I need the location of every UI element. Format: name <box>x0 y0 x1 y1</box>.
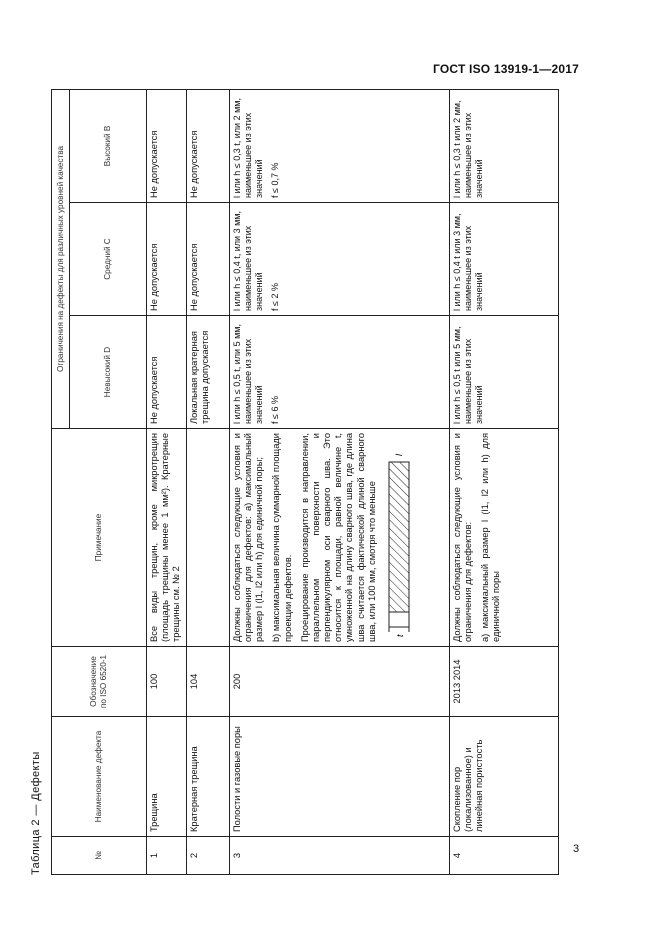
note-part-b: а) максимальный размер l (l1, l2 или h) для единичной поры <box>480 433 502 642</box>
col-header-level-c: Средний C <box>70 203 147 316</box>
col-header-note: Примечание <box>52 429 147 647</box>
limit-d: l или h ≤ 0,5 t или 5 мм, наименьшее из этих значений <box>450 316 559 429</box>
weld-section <box>389 462 409 612</box>
table-row <box>187 89 230 874</box>
col-header-name: Наименование дефекта <box>52 717 147 837</box>
limit-c <box>230 203 450 316</box>
weld-projection-figure <box>384 442 414 642</box>
limit-b: Не допускается <box>187 89 230 202</box>
table-row <box>450 89 559 874</box>
col-header-designation: Обозначение по ISO 6520-1 <box>52 647 147 717</box>
row-no: 3 <box>230 837 450 875</box>
row-no: 2 <box>187 837 230 875</box>
table-row <box>147 89 187 874</box>
limit-b-b: f ≤ 0,7 % <box>270 162 281 198</box>
row-name: Полости и газовые поры <box>230 717 450 837</box>
fig-label-t: t <box>394 634 405 637</box>
note-part-a: Должны соблюдаться следующие условия и ограничения для дефектов: а) максимальный размер l (l1, l2 или h) для единичной поры; <box>232 433 265 642</box>
limit-d: Не допускается <box>147 316 187 429</box>
row-code: 2013 2014 <box>450 647 559 717</box>
limit-c: Не допускается <box>187 203 230 316</box>
col-header-no: № <box>52 837 147 875</box>
note-part-b: b) максимальная величина суммарной площади проекции дефектов. <box>271 433 293 642</box>
limit-b <box>230 89 450 202</box>
row-no: 1 <box>147 837 187 875</box>
row-note: Все виды трещин, кроме микротрещин (площадь трещины менее 1 мм²). Кратерные трещины см. № 2 <box>147 429 187 647</box>
limit-b: Не допускается <box>147 89 187 202</box>
col-header-level-b: Высокий B <box>70 89 147 202</box>
limit-c: l или h ≤ 0,4 t или 3 мм, наименьшее из этих значений <box>450 203 559 316</box>
header-row-1 <box>52 89 70 874</box>
page-number: 3 <box>573 843 580 855</box>
limit-d <box>230 316 450 429</box>
limit-d: Локальная кратерная трещина допускается <box>187 316 230 429</box>
note-part-a: Должны соблюдаться следующие условия и ограничения для дефектов: <box>452 433 474 642</box>
row-code: 100 <box>147 647 187 717</box>
limit-d-a: l или h ≤ 0,5 t, или 5 мм, наименьшее из этих значений <box>232 324 264 424</box>
row-code: 104 <box>187 647 230 717</box>
row-note <box>450 429 559 647</box>
row-name: Кратерная трещина <box>187 717 230 837</box>
limit-c-a: l или h ≤ 0,4 t, или 3 мм, наименьшее из этих значений <box>232 211 264 311</box>
limit-c: Не допускается <box>147 203 187 316</box>
row-no: 4 <box>450 837 559 875</box>
row-code: 200 <box>230 647 450 717</box>
limit-d-b: f ≤ 6 % <box>270 396 281 424</box>
limit-b-a: l или h ≤ 0,3 t, или 2 мм, наименьшее из этих значений <box>232 98 264 198</box>
fig-label-l: l <box>393 454 404 456</box>
row-name: Скопление пор (локализованное) и линейная пористость <box>450 717 559 837</box>
col-header-limits: Ограничения на дефекты для различных уровней качества <box>52 89 70 428</box>
row-name: Трещина <box>147 717 187 837</box>
row-note <box>230 429 450 647</box>
defects-table <box>51 89 559 875</box>
standard-code: ГОСТ ISO 13919-1—2017 <box>433 62 579 76</box>
rotated-table-area <box>30 75 530 875</box>
row-note <box>187 429 230 647</box>
table-row <box>230 89 450 874</box>
note-part-c: Проецирование производится в направлении, параллельном поверхности и перпендикулярном оси сварного шва. Это относится к площади, равной величине t, умноженной на длину сварного шва, где длина шва считается фактической длиной сварного шва, или 100 мм, смотря что меньше <box>299 433 377 642</box>
limit-c-b: f ≤ 2 % <box>270 283 281 311</box>
table-caption: Таблица 2 — Дефекты <box>30 751 42 875</box>
limit-b: l или h ≤ 0,3 t или 2 мм, наименьшее из этих значений <box>450 89 559 202</box>
col-header-level-d: Невысокий D <box>70 316 147 429</box>
